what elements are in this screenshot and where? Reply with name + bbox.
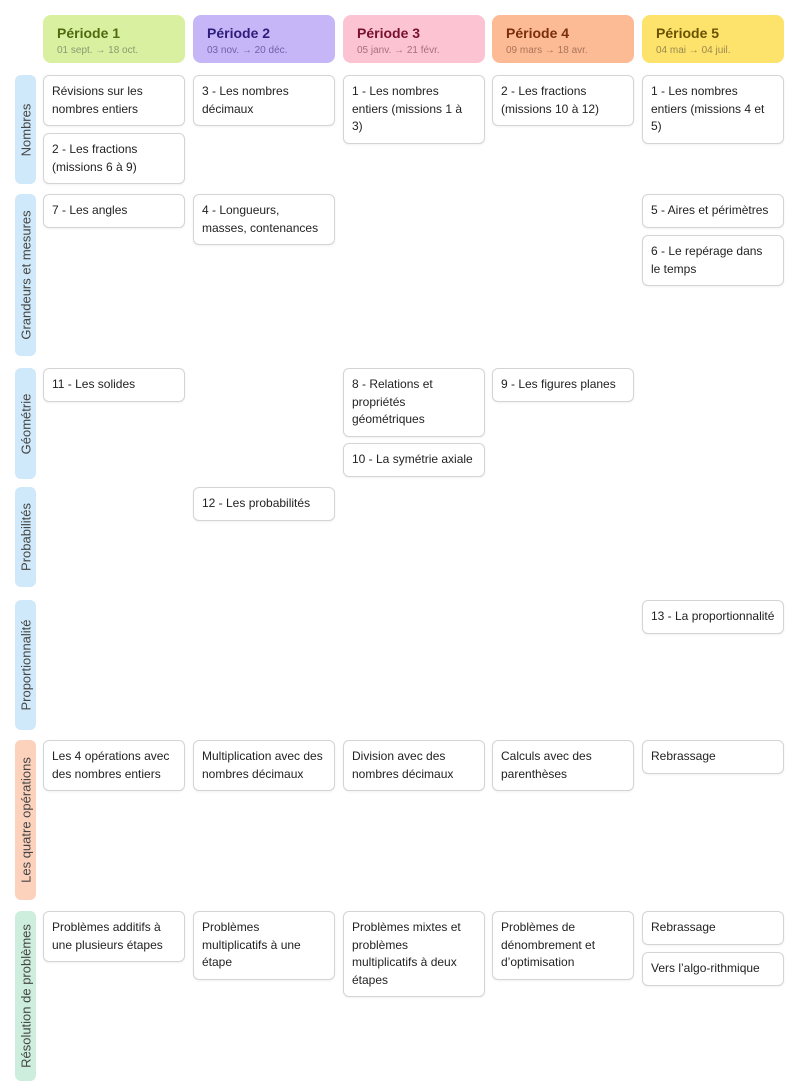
domain-label: Les quatre opérations bbox=[18, 757, 33, 883]
domain-label: Proportionnalité bbox=[18, 619, 33, 711]
domain-proportionnalite bbox=[15, 600, 36, 730]
domain-resolution-de-problemes bbox=[15, 911, 36, 1081]
sequence-card[interactable]: Problèmes multiplicatifs à une étape bbox=[193, 911, 335, 980]
sequence-card[interactable]: Problèmes additifs à une plusieurs étapes bbox=[43, 911, 185, 962]
domain-label: Géométrie bbox=[18, 393, 33, 454]
sequence-card[interactable]: 3 - Les nombres décimaux bbox=[193, 75, 335, 126]
sequence-card[interactable]: Rebrassage bbox=[642, 911, 784, 945]
period-dates: 05 janv. → 21 févr. bbox=[357, 45, 440, 56]
period-header-4 bbox=[492, 15, 634, 63]
period-header-5 bbox=[642, 15, 784, 63]
domain-nombres bbox=[15, 75, 36, 184]
domain-les-quatre-operations bbox=[15, 740, 36, 900]
sequence-card[interactable]: Révisions sur les nombres entiers bbox=[43, 75, 185, 126]
period-name: Période 3 bbox=[357, 25, 421, 41]
sequence-card[interactable]: 12 - Les probabilités bbox=[193, 487, 335, 521]
period-dates: 04 mai → 04 juil. bbox=[656, 45, 731, 56]
sequence-card[interactable]: 5 - Aires et périmètres bbox=[642, 194, 784, 228]
domain-label: Résolution de problèmes bbox=[18, 924, 33, 1068]
sequence-card[interactable]: Division avec des nombres décimaux bbox=[343, 740, 485, 791]
sequence-card[interactable]: 7 - Les angles bbox=[43, 194, 185, 228]
sequence-card[interactable]: Multiplication avec des nombres décimaux bbox=[193, 740, 335, 791]
period-name: Période 4 bbox=[506, 25, 570, 41]
sequence-card[interactable]: Rebrassage bbox=[642, 740, 784, 774]
sequence-card[interactable]: 2 - Les fractions (missions 10 à 12) bbox=[492, 75, 634, 126]
domain-label: Probabilités bbox=[18, 503, 33, 571]
sequence-card[interactable]: 1 - Les nombres entiers (missions 4 et 5) bbox=[642, 75, 784, 144]
sequence-card[interactable]: 2 - Les fractions (missions 6 à 9) bbox=[43, 133, 185, 184]
sequence-card[interactable]: Problèmes de dénombrement et d’optimisation bbox=[492, 911, 634, 980]
sequence-card[interactable]: Calculs avec des parenthèses bbox=[492, 740, 634, 791]
sequence-card[interactable]: 13 - La proportionnalité bbox=[642, 600, 784, 634]
sequence-card[interactable]: 10 - La symétrie axiale bbox=[343, 443, 485, 477]
period-dates: 03 nov. → 20 déc. bbox=[207, 45, 288, 56]
sequence-card[interactable]: 1 - Les nombres entiers (missions 1 à 3) bbox=[343, 75, 485, 144]
sequence-card[interactable]: 9 - Les figures planes bbox=[492, 368, 634, 402]
period-name: Période 5 bbox=[656, 25, 720, 41]
domain-label: Grandeurs et mesures bbox=[18, 210, 33, 340]
sequence-card[interactable]: Les 4 opérations avec des nombres entiers bbox=[43, 740, 185, 791]
domain-grandeurs-et-mesures bbox=[15, 194, 36, 356]
sequence-card[interactable]: Vers l’algo-rithmique bbox=[642, 952, 784, 986]
domain-label: Nombres bbox=[18, 103, 33, 156]
sequence-card[interactable]: 4 - Longueurs, masses, contenances bbox=[193, 194, 335, 245]
period-name: Période 2 bbox=[207, 25, 271, 41]
sequence-card[interactable]: Problèmes mixtes et problèmes multiplicatifs à deux étapes bbox=[343, 911, 485, 997]
sequence-card[interactable]: 8 - Relations et propriétés géométriques bbox=[343, 368, 485, 437]
period-header-3 bbox=[343, 15, 485, 63]
domain-probabilites bbox=[15, 487, 36, 587]
sequence-card[interactable]: 11 - Les solides bbox=[43, 368, 185, 402]
sequence-card[interactable]: 6 - Le repérage dans le temps bbox=[642, 235, 784, 286]
period-dates: 09 mars → 18 avr. bbox=[506, 45, 588, 56]
period-dates: 01 sept. → 18 oct. bbox=[57, 45, 139, 56]
domain-geometrie bbox=[15, 368, 36, 479]
period-header-1 bbox=[43, 15, 185, 63]
period-header-2 bbox=[193, 15, 335, 63]
period-name: Période 1 bbox=[57, 25, 121, 41]
